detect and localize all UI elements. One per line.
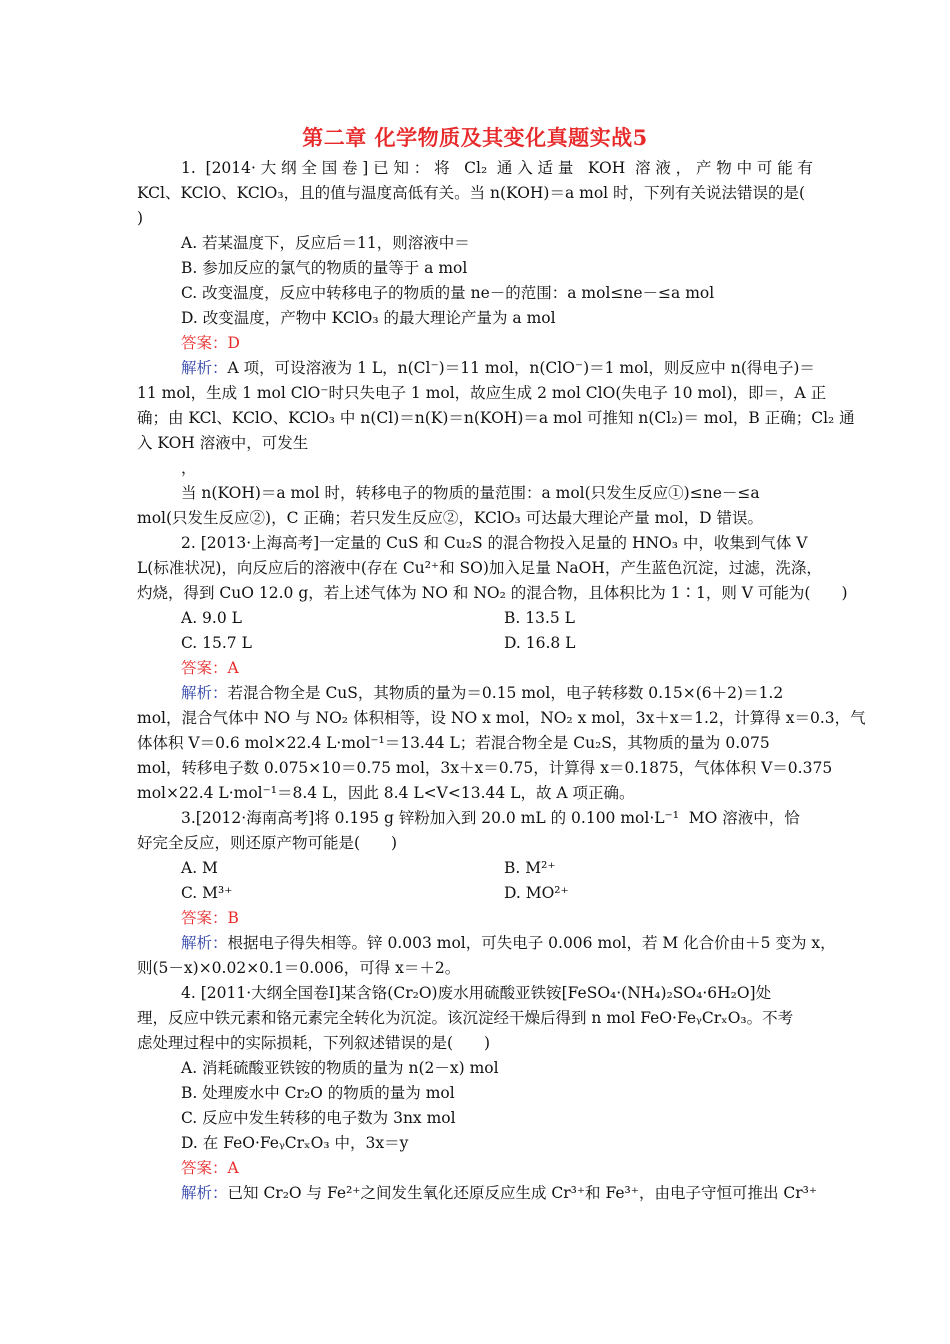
q2-analysis-text: 若混合物全是 CuS，其物质的量为＝0.15 mol，电子转移数 0.15×(6＋2)＝1.2 bbox=[227, 684, 784, 702]
q2-answer-value: A bbox=[227, 659, 239, 677]
q1-answer-value: D bbox=[227, 334, 240, 352]
page-title: 第二章 化学物质及其变化真题实战5 bbox=[302, 125, 648, 150]
q1-analysis-line-7: mol(只发生反应②)，C 正确；若只发生反应②，KClO₃ 可达最大理论产量 mol，D 错误。 bbox=[137, 509, 763, 527]
analysis-label: 解析： bbox=[181, 359, 228, 377]
q4-option-b: B. 处理废水中 Cr₂O 的物质的量为 mol bbox=[181, 1084, 455, 1102]
q3-answer-value: B bbox=[227, 909, 239, 927]
analysis-label: 解析： bbox=[181, 1184, 228, 1202]
q2-stem-line-2: L(标准状况)，向反应后的溶液中(存在 Cu²⁺和 SO)加入足量 NaOH，产生蓝色沉淀，过滤，洗涤， bbox=[137, 559, 822, 577]
q2-analysis-line-2: mol，混合气体中 NO 与 NO₂ 体积相等，设 NO x mol，NO₂ x mol，3x＋x＝1.2，计算得 x＝0.3，气 bbox=[137, 709, 866, 727]
q4-answer-value: A bbox=[227, 1159, 239, 1177]
q2-analysis-line-5: mol×22.4 L·mol⁻¹＝8.4 L，因此 8.4 L<V<13.44 L，故 A 项正确。 bbox=[137, 784, 635, 802]
q3-analysis-text: 根据电子得失相等。锌 0.003 mol，可失电子 0.006 mol，若 M 化合价由＋5 变为 x， bbox=[227, 934, 836, 952]
answer-label: 答案： bbox=[181, 659, 228, 677]
q1-option-a: A. 若某温度下，反应后＝11，则溶液中＝ bbox=[181, 234, 470, 252]
q2-option-d: D. 16.8 L bbox=[504, 634, 576, 652]
q2-option-b: B. 13.5 L bbox=[504, 609, 575, 627]
q1-answer bbox=[181, 333, 240, 353]
q4-option-a: A. 消耗硫酸亚铁铵的物质的量为 n(2－x) mol bbox=[181, 1059, 499, 1077]
q4-stem-line-1: 4. [2011·大纲全国卷Ⅰ]某含铬(Cr₂O)废水用硫酸亚铁铵[FeSO₄·(NH₄)₂SO₄·6H₂O]处 bbox=[181, 984, 772, 1002]
q1-option-d: D. 改变温度，产物中 KClO₃ 的最大理论产量为 a mol bbox=[181, 309, 556, 327]
q2-analysis-line-3: 体体积 V＝0.6 mol×22.4 L·mol⁻¹＝13.44 L；若混合物全是 Cu₂S，其物质的量为 0.075 bbox=[137, 734, 770, 752]
q3-analysis-line-2: 则(5－x)×0.02×0.1＝0.006，可得 x＝＋2。 bbox=[137, 959, 461, 977]
q1-analysis-text: A 项，可设溶液为 1 L，n(Cl⁻)＝11 mol，n(ClO⁻)＝1 mol，则反应中 n(得电子)＝ bbox=[227, 359, 815, 377]
q1-stem-line-3: ) bbox=[137, 209, 144, 227]
q2-analysis-line-4: mol，转移电子数 0.075×10＝0.75 mol，3x＋x＝0.75，计算得 x＝0.1875，气体体积 V＝0.375 bbox=[137, 759, 833, 777]
q2-stem-line-1: 2. [2013·上海高考]一定量的 CuS 和 Cu₂S 的混合物投入足量的 HNO₃ 中，收集到气体 V bbox=[181, 534, 808, 552]
q1-analysis-line-4: 入 KOH 溶液中，可发生 bbox=[137, 434, 309, 452]
q1-analysis-line-1 bbox=[181, 358, 815, 378]
q4-analysis-line-1 bbox=[181, 1183, 817, 1203]
q3-analysis-line-1 bbox=[181, 933, 836, 953]
q4-analysis-text: 已知 Cr₂O 与 Fe²⁺之间发生氧化还原反应生成 Cr³⁺和 Fe³⁺，由电子守恒可推出 Cr³⁺ bbox=[227, 1184, 818, 1202]
q3-stem-line-1: 3.[2012·海南高考]将 0.195 g 锌粉加入到 20.0 mL 的 0.100 mol·L⁻¹ MO 溶液中，恰 bbox=[181, 809, 800, 827]
q4-option-d: D. 在 FeO·FeᵧCrₓO₃ 中，3x＝y bbox=[181, 1134, 409, 1152]
q4-option-c: C. 反应中发生转移的电子数为 3nx mol bbox=[181, 1109, 456, 1127]
q3-option-d: D. MO²⁺ bbox=[504, 884, 569, 902]
q1-option-b: B. 参加反应的氯气的物质的量等于 a mol bbox=[181, 259, 468, 277]
answer-label: 答案： bbox=[181, 334, 228, 352]
q3-option-a: A. M bbox=[181, 859, 218, 877]
q4-answer bbox=[181, 1158, 239, 1178]
answer-label: 答案： bbox=[181, 1159, 228, 1177]
q4-stem-line-2: 理，反应中铁元素和铬元素完全转化为沉淀。该沉淀经干燥后得到 n mol FeO·FeᵧCrₓO₃。不考 bbox=[137, 1009, 794, 1027]
q1-analysis-line-3: 确；由 KCl、KClO、KClO₃ 中 n(Cl)＝n(K)＝n(KOH)＝a mol 可推知 n(Cl₂)＝ mol，B 正确；Cl₂ 通 bbox=[137, 409, 855, 427]
q3-option-c: C. M³⁺ bbox=[181, 884, 233, 902]
q1-analysis-line-5: ， bbox=[181, 459, 197, 477]
q3-option-b: B. M²⁺ bbox=[504, 859, 556, 877]
q3-stem-line-2: 好完全反应，则还原产物可能是( ) bbox=[137, 834, 398, 852]
q1-stem-line-1: 1. [2014·大纲全国卷]已知：将 Cl₂ 通入适量 KOH 溶液，产物中可能有 bbox=[181, 159, 813, 177]
q1-analysis-line-2: 11 mol，生成 1 mol ClO⁻时只失电子 1 mol，故应生成 2 mol ClO(失电子 10 mol)，即＝，A 正 bbox=[137, 384, 827, 402]
q2-analysis-line-1 bbox=[181, 683, 783, 703]
q4-stem-line-3: 虑处理过程中的实际损耗，下列叙述错误的是( ) bbox=[137, 1034, 491, 1052]
q3-answer bbox=[181, 908, 239, 928]
q2-option-a: A. 9.0 L bbox=[181, 609, 242, 627]
q2-stem-line-3: 灼烧，得到 CuO 12.0 g，若上述气体为 NO 和 NO₂ 的混合物，且体积比为 1∶1，则 V 可能为( ) bbox=[137, 584, 848, 602]
q1-analysis-line-6: 当 n(KOH)＝a mol 时，转移电子的物质的量范围：a mol(只发生反应①)≤ne－≤a bbox=[181, 484, 760, 502]
q2-option-c: C. 15.7 L bbox=[181, 634, 252, 652]
q1-stem-line-2: KCl、KClO、KClO₃，且的值与温度高低有关。当 n(KOH)＝a mol 时，下列有关说法错误的是( bbox=[137, 184, 806, 202]
q2-answer bbox=[181, 658, 239, 678]
answer-label: 答案： bbox=[181, 909, 228, 927]
q1-option-c: C. 改变温度，反应中转移电子的物质的量 ne－的范围：a mol≤ne－≤a mol bbox=[181, 284, 715, 302]
analysis-label: 解析： bbox=[181, 934, 228, 952]
analysis-label: 解析： bbox=[181, 684, 228, 702]
